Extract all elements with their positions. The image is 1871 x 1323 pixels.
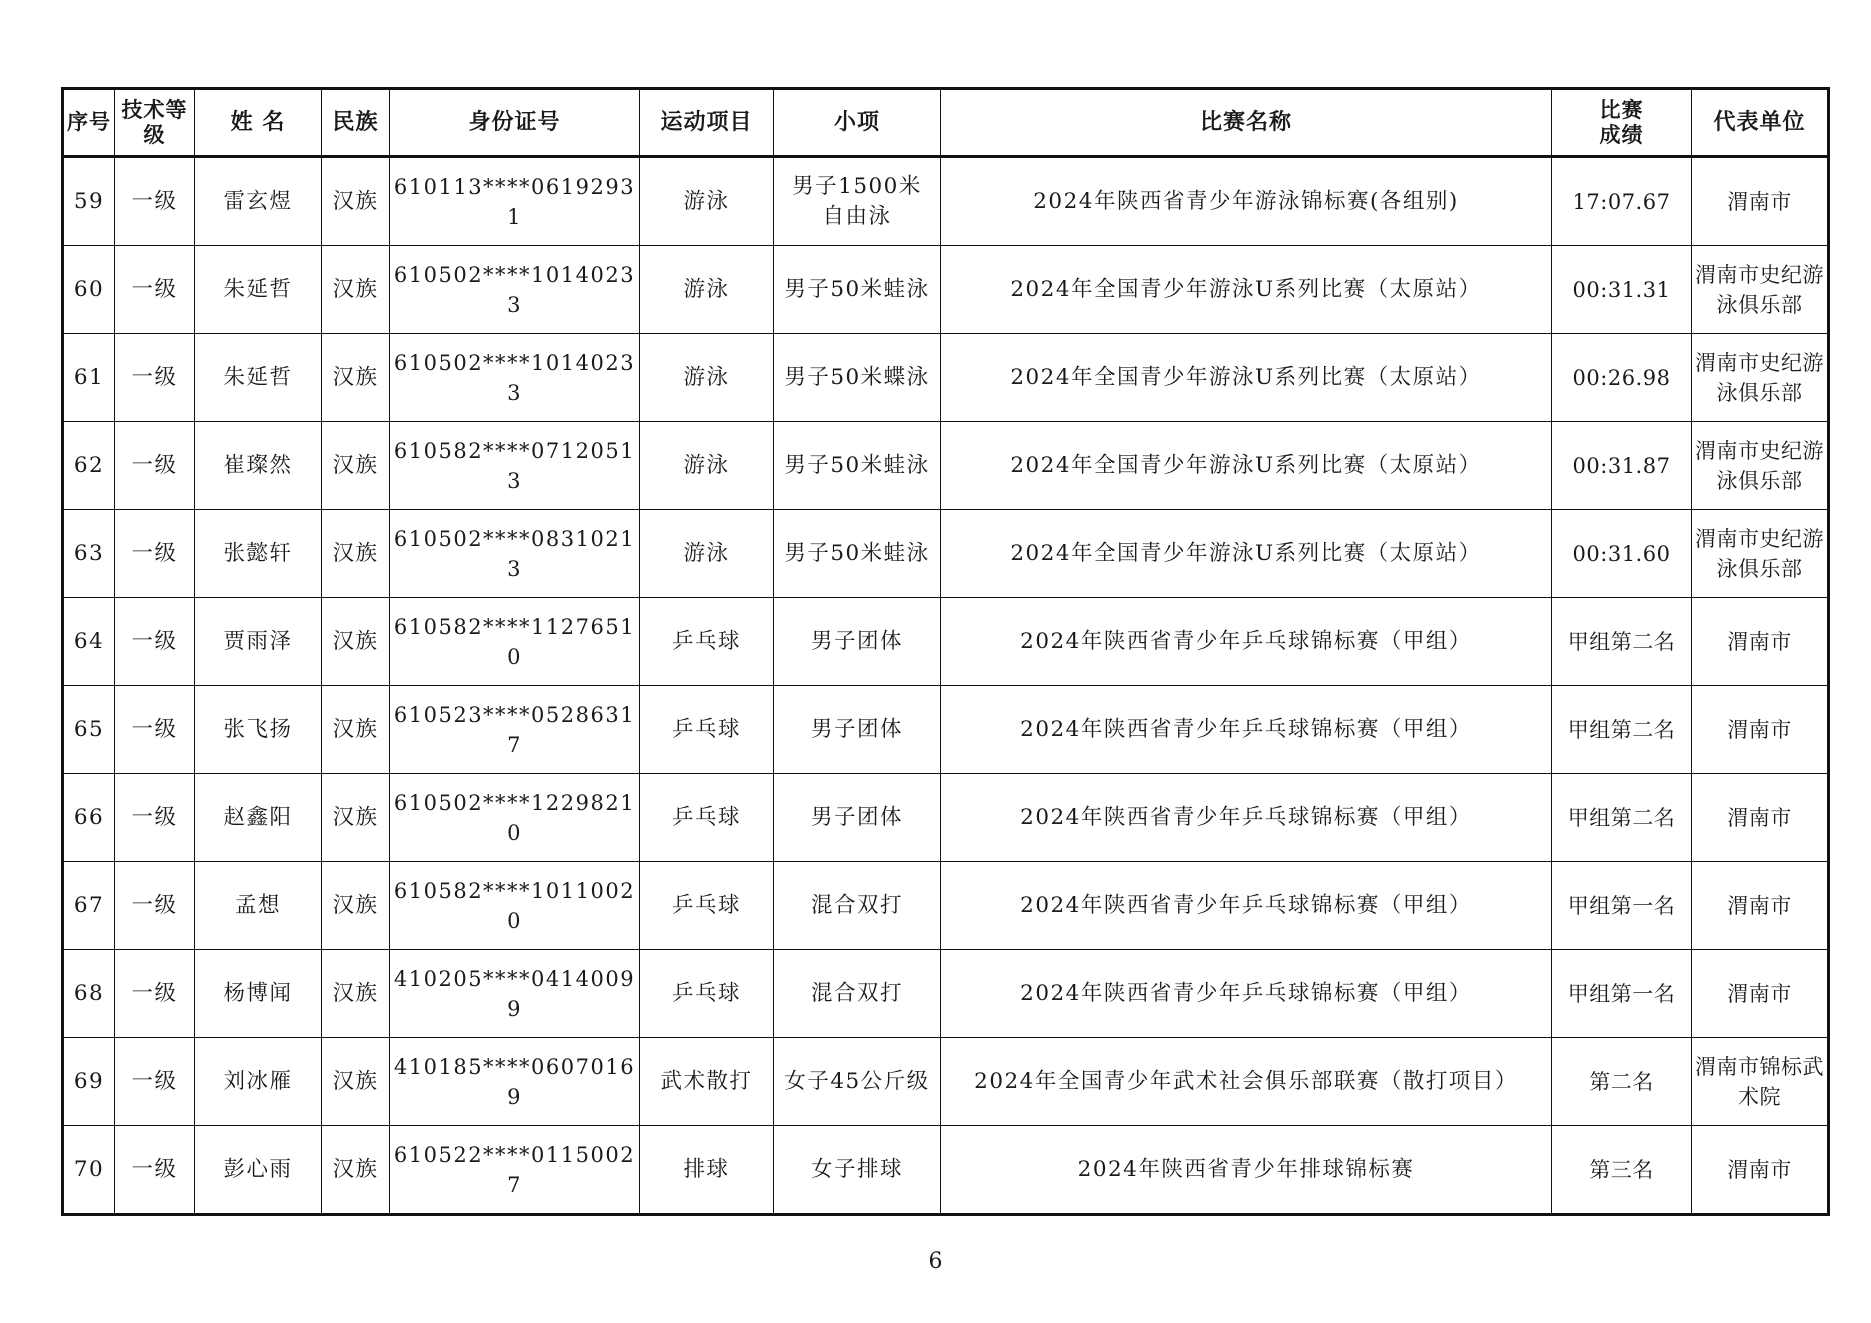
cell-event: 男子50米蝶泳 xyxy=(774,334,941,422)
header-unit: 代表单位 xyxy=(1692,89,1829,157)
cell-ethnicity: 汉族 xyxy=(322,1126,390,1215)
cell-competition: 2024年陕西省青少年乒乓球锦标赛（甲组） xyxy=(941,686,1552,774)
cell-sport: 游泳 xyxy=(640,334,774,422)
cell-id-number: 610582****10110020 xyxy=(390,862,640,950)
cell-unit: 渭南市锦标武术院 xyxy=(1692,1038,1829,1126)
header-result: 比赛成绩 xyxy=(1552,89,1692,157)
cell-no: 63 xyxy=(63,510,115,598)
cell-ethnicity: 汉族 xyxy=(322,422,390,510)
cell-competition: 2024年全国青少年游泳U系列比赛（太原站） xyxy=(941,334,1552,422)
cell-event: 混合双打 xyxy=(774,862,941,950)
cell-sport: 排球 xyxy=(640,1126,774,1215)
cell-level: 一级 xyxy=(115,686,195,774)
table-row xyxy=(63,510,1829,598)
cell-no: 68 xyxy=(63,950,115,1038)
cell-ethnicity: 汉族 xyxy=(322,862,390,950)
cell-no: 64 xyxy=(63,598,115,686)
cell-event: 男子50米蛙泳 xyxy=(774,510,941,598)
cell-sport: 游泳 xyxy=(640,246,774,334)
cell-competition: 2024年陕西省青少年乒乓球锦标赛（甲组） xyxy=(941,862,1552,950)
cell-competition: 2024年全国青少年武术社会俱乐部联赛（散打项目） xyxy=(941,1038,1552,1126)
cell-level: 一级 xyxy=(115,246,195,334)
cell-no: 65 xyxy=(63,686,115,774)
cell-competition: 2024年陕西省青少年乒乓球锦标赛（甲组） xyxy=(941,950,1552,1038)
cell-name: 崔璨然 xyxy=(195,422,322,510)
cell-id-number: 610582****07120513 xyxy=(390,422,640,510)
cell-id-number: 610582****11276510 xyxy=(390,598,640,686)
cell-result: 00:31.60 xyxy=(1552,510,1692,598)
cell-result: 甲组第二名 xyxy=(1552,774,1692,862)
cell-ethnicity: 汉族 xyxy=(322,1038,390,1126)
cell-no: 66 xyxy=(63,774,115,862)
header-id-number: 身份证号 xyxy=(390,89,640,157)
cell-level: 一级 xyxy=(115,510,195,598)
cell-sport: 乒乓球 xyxy=(640,686,774,774)
cell-unit: 渭南市 xyxy=(1692,774,1829,862)
cell-sport: 乒乓球 xyxy=(640,950,774,1038)
table-row xyxy=(63,598,1829,686)
table-row xyxy=(63,157,1829,246)
header-no: 序号 xyxy=(63,89,115,157)
cell-id-number: 610502****10140233 xyxy=(390,334,640,422)
cell-level: 一级 xyxy=(115,157,195,246)
cell-level: 一级 xyxy=(115,950,195,1038)
cell-sport: 乒乓球 xyxy=(640,862,774,950)
cell-level: 一级 xyxy=(115,1038,195,1126)
cell-result: 甲组第一名 xyxy=(1552,950,1692,1038)
table-row xyxy=(63,334,1829,422)
cell-name: 彭心雨 xyxy=(195,1126,322,1215)
cell-ethnicity: 汉族 xyxy=(322,598,390,686)
header-competition: 比赛名称 xyxy=(941,89,1552,157)
cell-unit: 渭南市史纪游泳俱乐部 xyxy=(1692,422,1829,510)
cell-id-number: 410185****06070169 xyxy=(390,1038,640,1126)
cell-no: 62 xyxy=(63,422,115,510)
cell-id-number: 610113****06192931 xyxy=(390,157,640,246)
cell-unit: 渭南市史纪游泳俱乐部 xyxy=(1692,246,1829,334)
cell-sport: 乒乓球 xyxy=(640,598,774,686)
cell-no: 59 xyxy=(63,157,115,246)
cell-no: 60 xyxy=(63,246,115,334)
table-row xyxy=(63,774,1829,862)
cell-name: 张飞扬 xyxy=(195,686,322,774)
cell-ethnicity: 汉族 xyxy=(322,686,390,774)
cell-id-number: 610522****01150027 xyxy=(390,1126,640,1215)
cell-ethnicity: 汉族 xyxy=(322,774,390,862)
cell-unit: 渭南市史纪游泳俱乐部 xyxy=(1692,334,1829,422)
cell-competition: 2024年全国青少年游泳U系列比赛（太原站） xyxy=(941,510,1552,598)
cell-event: 女子排球 xyxy=(774,1126,941,1215)
table-row xyxy=(63,246,1829,334)
header-ethnicity: 民族 xyxy=(322,89,390,157)
cell-result: 甲组第二名 xyxy=(1552,598,1692,686)
cell-ethnicity: 汉族 xyxy=(322,157,390,246)
cell-level: 一级 xyxy=(115,334,195,422)
cell-name: 孟想 xyxy=(195,862,322,950)
table-row xyxy=(63,1126,1829,1215)
table-header-row xyxy=(63,89,1829,157)
cell-competition: 2024年陕西省青少年乒乓球锦标赛（甲组） xyxy=(941,774,1552,862)
cell-id-number: 610502****08310213 xyxy=(390,510,640,598)
roster-table-wrapper xyxy=(61,87,1827,1216)
cell-competition: 2024年陕西省青少年游泳锦标赛(各组别) xyxy=(941,157,1552,246)
cell-event: 男子团体 xyxy=(774,598,941,686)
cell-sport: 乒乓球 xyxy=(640,774,774,862)
cell-unit: 渭南市 xyxy=(1692,862,1829,950)
header-event: 小项 xyxy=(774,89,941,157)
cell-ethnicity: 汉族 xyxy=(322,334,390,422)
cell-sport: 游泳 xyxy=(640,157,774,246)
cell-name: 雷玄煜 xyxy=(195,157,322,246)
cell-sport: 武术散打 xyxy=(640,1038,774,1126)
cell-level: 一级 xyxy=(115,1126,195,1215)
cell-no: 69 xyxy=(63,1038,115,1126)
cell-unit: 渭南市 xyxy=(1692,686,1829,774)
table-row xyxy=(63,686,1829,774)
cell-id-number: 610502****10140233 xyxy=(390,246,640,334)
cell-name: 朱延哲 xyxy=(195,334,322,422)
cell-event: 男子50米蛙泳 xyxy=(774,246,941,334)
cell-result: 00:31.31 xyxy=(1552,246,1692,334)
cell-name: 杨博闻 xyxy=(195,950,322,1038)
header-name: 姓 名 xyxy=(195,89,322,157)
table-row xyxy=(63,862,1829,950)
header-sport: 运动项目 xyxy=(640,89,774,157)
cell-sport: 游泳 xyxy=(640,510,774,598)
page-number: 6 xyxy=(928,1249,943,1274)
athlete-roster-table xyxy=(61,87,1830,1216)
cell-event: 男子50米蛙泳 xyxy=(774,422,941,510)
cell-level: 一级 xyxy=(115,862,195,950)
cell-result: 00:31.87 xyxy=(1552,422,1692,510)
header-level: 技术等级 xyxy=(115,89,195,157)
cell-unit: 渭南市 xyxy=(1692,1126,1829,1215)
cell-result: 甲组第二名 xyxy=(1552,686,1692,774)
cell-sport: 游泳 xyxy=(640,422,774,510)
cell-name: 张懿轩 xyxy=(195,510,322,598)
cell-competition: 2024年陕西省青少年乒乓球锦标赛（甲组） xyxy=(941,598,1552,686)
cell-ethnicity: 汉族 xyxy=(322,950,390,1038)
cell-name: 朱延哲 xyxy=(195,246,322,334)
cell-name: 贾雨泽 xyxy=(195,598,322,686)
cell-unit: 渭南市史纪游泳俱乐部 xyxy=(1692,510,1829,598)
cell-id-number: 410205****04140099 xyxy=(390,950,640,1038)
cell-ethnicity: 汉族 xyxy=(322,246,390,334)
cell-unit: 渭南市 xyxy=(1692,157,1829,246)
table-row xyxy=(63,1038,1829,1126)
cell-event: 男子1500米自由泳 xyxy=(774,157,941,246)
cell-no: 70 xyxy=(63,1126,115,1215)
cell-id-number: 610523****05286317 xyxy=(390,686,640,774)
cell-competition: 2024年全国青少年游泳U系列比赛（太原站） xyxy=(941,246,1552,334)
cell-event: 男子团体 xyxy=(774,686,941,774)
cell-level: 一级 xyxy=(115,598,195,686)
cell-ethnicity: 汉族 xyxy=(322,510,390,598)
cell-name: 刘冰雁 xyxy=(195,1038,322,1126)
cell-event: 男子团体 xyxy=(774,774,941,862)
cell-no: 61 xyxy=(63,334,115,422)
cell-competition: 2024年陕西省青少年排球锦标赛 xyxy=(941,1126,1552,1215)
cell-name: 赵鑫阳 xyxy=(195,774,322,862)
cell-no: 67 xyxy=(63,862,115,950)
cell-result: 17:07.67 xyxy=(1552,157,1692,246)
cell-level: 一级 xyxy=(115,774,195,862)
cell-result: 甲组第一名 xyxy=(1552,862,1692,950)
cell-result: 第三名 xyxy=(1552,1126,1692,1215)
cell-level: 一级 xyxy=(115,422,195,510)
cell-competition: 2024年全国青少年游泳U系列比赛（太原站） xyxy=(941,422,1552,510)
cell-event: 混合双打 xyxy=(774,950,941,1038)
cell-id-number: 610502****12298210 xyxy=(390,774,640,862)
cell-result: 00:26.98 xyxy=(1552,334,1692,422)
cell-unit: 渭南市 xyxy=(1692,598,1829,686)
cell-unit: 渭南市 xyxy=(1692,950,1829,1038)
cell-result: 第二名 xyxy=(1552,1038,1692,1126)
table-row xyxy=(63,950,1829,1038)
cell-event: 女子45公斤级 xyxy=(774,1038,941,1126)
table-row xyxy=(63,422,1829,510)
